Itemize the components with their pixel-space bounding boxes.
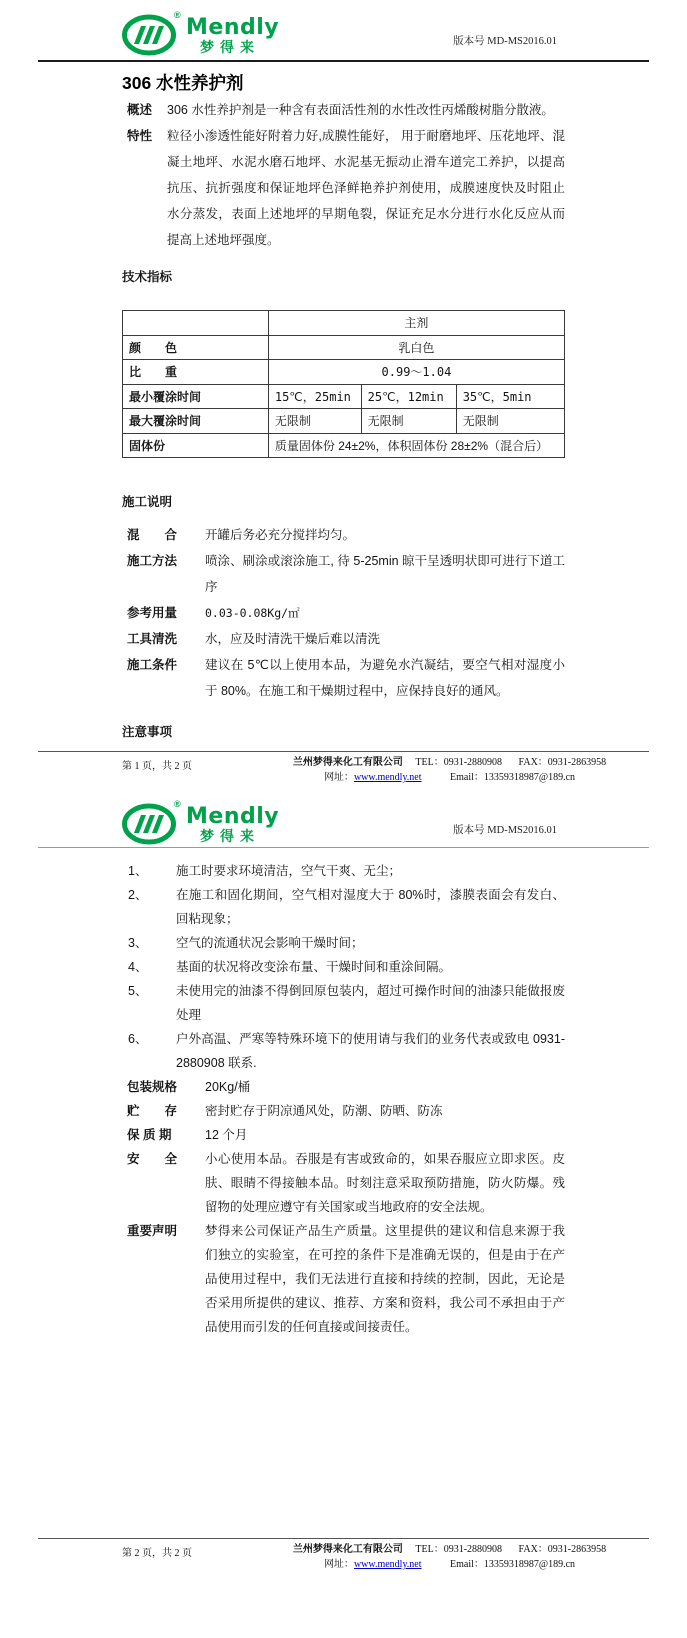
website-link[interactable]: www.mendly.net [353,1559,422,1570]
construction-item [122,522,565,548]
row-value-cell: 35℃，5min [456,384,564,409]
item-label: 贮 存 [127,1104,178,1118]
note-number: 3、 [128,936,148,950]
website-label: 网址： [323,1559,354,1570]
website-link[interactable]: www.mendly.net [353,772,422,783]
item-label: 保 质 期 [127,1128,172,1142]
email-label: Email： [450,772,484,783]
footer-divider [38,1538,649,1539]
row-value-cell: 无限制 [268,409,361,434]
note-text: 户外高温、严寒等特殊环境下的使用请与我们的业务代表或致电 0931-2880908 联系. [176,1032,565,1070]
version-label: 版本号 MD-MS2016.01 [453,36,557,47]
features-label: 特性 [127,129,153,143]
page-2 [0,795,687,1638]
registered-trademark: ® [174,10,181,20]
note-item [122,1027,565,1075]
row-label-cell: 最大覆涂时间 [123,409,269,434]
table-row [123,409,565,434]
row-value-cell: 无限制 [361,409,456,434]
note-number: 5、 [128,984,148,998]
item-text: 开罐后务必充分搅拌均匀。 [205,528,356,542]
note-number: 1、 [128,864,148,878]
row-value-cell: 乳白色 [268,335,564,360]
note-text: 基面的状况将改变涂布量、干燥时间和重涂间隔。 [176,960,452,974]
empty-cell [123,311,269,336]
note-item [122,883,565,931]
item-text: 喷涂、刷涂或滚涂施工, 待 5-25min 晾干呈透明状即可进行下道工序 [205,554,565,594]
item-label: 施工条件 [127,658,178,672]
tech-spec-heading: 技术指标 [122,270,173,284]
footer-tel: TEL：0931-2880908 [415,757,503,768]
footer-tel: TEL：0931-2880908 [415,1544,503,1555]
note-text: 空气的流通状况会影响干燥时间； [176,936,364,950]
features-section [122,123,565,253]
brand-name-cn: 梦得来 [200,827,260,844]
header-divider [38,60,649,62]
mendly-oval-m-icon [122,803,180,845]
info-item [122,1099,565,1123]
note-item [122,859,565,883]
version-label: 版本号 MD-MS2016.01 [453,825,557,836]
website-label: 网址： [323,772,354,783]
brand-logo [122,799,280,845]
item-text: 0.03-0.08Kg/㎡ [205,606,300,620]
page-1 [0,0,687,795]
construction-heading: 施工说明 [122,495,173,509]
header-divider [38,847,649,848]
row-value-cell: 25℃，12min [361,384,456,409]
features-text: 粒径小渗透性能好附着力好,成膜性能好， 用于耐磨地坪、压花地坪、混凝土地坪、水泥水磨石地坪、水泥基无振动止滑车道完工养护，以提高抗压、抗折强度和保证地坪色泽鲜艳养护剂使用，成膜速度快及时阻止水分蒸发，表面上述地坪的早期龟裂，保证充足水分进行水化反应从而提高上述地坪强度。 [167,129,565,247]
brand-name-cn: 梦得来 [200,38,260,55]
note-item [122,931,565,955]
note-number: 4、 [128,960,148,974]
construction-item [122,548,565,600]
item-label: 包装规格 [127,1080,178,1094]
info-item [122,1075,565,1099]
item-label: 参考用量 [127,606,178,620]
item-label: 重要声明 [127,1224,178,1238]
row-value-cell: 0.99～1.04 [268,360,564,385]
table-row [123,311,565,336]
note-text: 施工时要求环境清洁，空气干爽、无尘； [176,864,402,878]
footer-divider [38,751,649,752]
row-value-cell: 无限制 [456,409,564,434]
table-row [123,360,565,385]
construction-section [122,522,565,704]
overview-label: 概述 [127,103,153,117]
page1-footer [0,751,687,785]
item-text: 12 个月 [205,1128,248,1142]
note-text: 未使用完的油漆不得倒回原包装内，超过可操作时间的油漆只能做报废处理 [176,984,565,1022]
item-text: 20Kg/桶 [205,1080,251,1094]
registered-trademark: ® [174,799,181,809]
item-label: 混 合 [127,528,178,542]
footer-email: 13359318987@189.cn [483,772,576,783]
info-item [122,1123,565,1147]
info-item [122,1147,565,1219]
info-item [122,1219,565,1339]
overview-text: 306 水性养护剂是一种含有表面活性剂的水性改性丙烯酸树脂分散液。 [167,103,554,117]
brand-name-en: Mendly [186,803,280,829]
brand-logo [122,10,280,56]
item-text: 小心使用本品。吞服是有害或致命的，如果吞服应立即求医。皮肤、眼睛不得接触本品。时刻注意采取预防措施，防火防爆。残留物的处理应遵守有关国家或当地政府的安全法规。 [205,1152,565,1214]
construction-item [122,626,565,652]
table-row [123,384,565,409]
brand-name-en: Mendly [186,14,280,40]
construction-item [122,600,565,626]
email-label: Email： [450,1559,484,1570]
page1-content [0,70,687,740]
item-text: 梦得来公司保证产品生产质量。这里提供的建议和信息来源于我们独立的实验室，在可控的条件下是准确无误的，但是由于在产品使用过程中，我们无法进行直接和持续的控制，因此，无论是否采用所提供的建议、推荐、方案和资料，我公司不承担由于产品使用而引发的任何直接或间接责任。 [205,1224,565,1334]
document-title: 306 水性养护剂 [122,73,244,93]
row-label-cell: 固体份 [123,433,269,458]
footer-email: 13359318987@189.cn [483,1559,576,1570]
item-text: 建议在 5℃以上使用本品，为避免水汽凝结，要空气相对湿度小于 80%。在施工和干燥期过程中，应保持良好的通风。 [205,658,565,698]
footer-fax: FAX：0931-2863958 [518,1544,607,1555]
overview-section [122,97,565,123]
row-label-cell: 比 重 [123,360,269,385]
row-label-cell: 最小覆涂时间 [123,384,269,409]
mendly-oval-m-icon [122,14,180,56]
main-agent-header-cell: 主剂 [268,311,564,336]
tech-spec-table [122,310,565,458]
company-name: 兰州梦得来化工有限公司 [292,1544,403,1555]
page-header [0,795,687,847]
row-value-cell: 15℃，25min [268,384,361,409]
row-value-cell: 质量固体份 24±2%，体积固体份 28±2%（混合后） [268,433,564,458]
table-row [123,335,565,360]
page-number-label: 第 1 页，共 2 页 [122,761,192,772]
notes-list [122,859,565,1075]
page2-footer [0,1538,687,1572]
item-text: 水，应及时清洗干燥后难以清洗 [205,632,381,646]
table-row [123,433,565,458]
construction-item [122,652,565,704]
note-number: 6、 [128,1032,148,1046]
notes-heading: 注意事项 [122,725,173,739]
note-item [122,955,565,979]
company-name: 兰州梦得来化工有限公司 [292,757,403,768]
product-info-section [122,1075,565,1339]
row-label-cell: 颜 色 [123,335,269,360]
page-number-label: 第 2 页，共 2 页 [122,1548,192,1559]
note-text: 在施工和固化期间，空气相对湿度大于 80%时，漆膜表面会有发白、回粘现象； [176,888,565,926]
note-item [122,979,565,1027]
page-header [0,0,687,60]
item-text: 密封贮存于阴凉通风处，防潮、防晒、防冻 [205,1104,443,1118]
page2-content [0,859,687,1339]
item-label: 安 全 [127,1152,178,1166]
item-label: 工具清洗 [127,632,178,646]
note-number: 2、 [128,888,148,902]
item-label: 施工方法 [127,554,178,568]
footer-fax: FAX：0931-2863958 [518,757,607,768]
